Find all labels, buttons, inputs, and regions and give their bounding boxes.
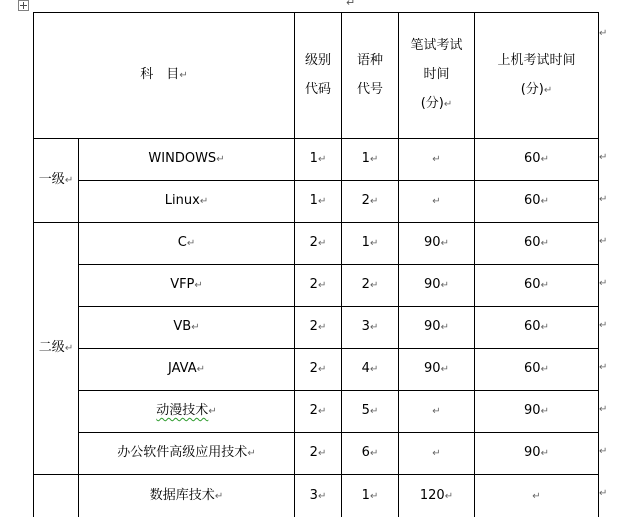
cell-mark: ↵ (191, 322, 200, 333)
table-row (34, 223, 599, 265)
row-end-mark: ↵ (599, 152, 608, 163)
row-end-mark: ↵ (599, 278, 608, 289)
computer-time: 90 (524, 445, 541, 460)
cell-mark: ↵ (540, 448, 549, 459)
written-time-cell (399, 265, 475, 307)
lang-code-cell (342, 349, 399, 391)
lang-code: 3 (361, 319, 370, 334)
cell-mark: ↵ (532, 490, 541, 502)
header-lang-code-line1: 语种 (356, 53, 383, 68)
level-code-cell (295, 307, 342, 349)
lang-code: 1 (361, 487, 370, 503)
cell-mark: ↵ (369, 280, 379, 291)
cell-mark: ↵ (369, 448, 379, 459)
table-row (34, 139, 599, 181)
cell-mark: ↵ (369, 364, 379, 375)
cell-mark: ↵ (317, 154, 327, 165)
cell-mark: ↵ (443, 99, 453, 110)
level-code-cell (295, 475, 342, 518)
cell-mark: ↵ (369, 406, 379, 417)
header-level-code-line1: 级别 (304, 53, 331, 68)
computer-time-cell (475, 265, 599, 307)
cell-mark: ↵ (317, 196, 327, 207)
computer-time-cell (475, 181, 599, 223)
lang-code: 2 (361, 277, 370, 292)
written-time: 90 (424, 235, 441, 250)
header-computer-line2: (分) (520, 81, 544, 97)
exam-subject-table (33, 12, 599, 517)
subject-name: 动漫技术 (156, 403, 209, 418)
written-time: 120 (419, 487, 445, 503)
computer-time: 60 (524, 235, 541, 250)
header-written-line3: (分) (420, 96, 444, 111)
row-end-mark: ↵ (599, 320, 608, 331)
level-code: 2 (309, 277, 318, 292)
row-end-mark: ↵ (599, 28, 608, 39)
written-time: 90 (424, 319, 441, 334)
level-code: 2 (309, 235, 318, 250)
table-row (34, 307, 599, 349)
subject-cell (79, 391, 295, 433)
subject-cell (79, 181, 295, 223)
table-move-handle[interactable] (18, 0, 29, 11)
cell-mark: ↵ (432, 448, 441, 459)
cell-mark: ↵ (317, 490, 327, 502)
row-end-mark: ↵ (599, 446, 608, 457)
lang-code: 6 (361, 445, 370, 460)
subject-cell (79, 349, 295, 391)
cell-mark: ↵ (540, 364, 549, 375)
cell-mark: ↵ (317, 322, 327, 333)
cell-mark: ↵ (247, 448, 256, 459)
lang-code-cell (342, 475, 399, 518)
level-code: 2 (309, 319, 318, 334)
level-code-cell (295, 433, 342, 475)
table-row (34, 181, 599, 223)
cell-mark: ↵ (540, 322, 549, 333)
subject-cell (79, 265, 295, 307)
group-level2-label: 二级 (38, 340, 65, 355)
lang-code: 5 (361, 403, 370, 418)
paragraph-mark: ↵ (346, 0, 356, 9)
cell-mark: ↵ (317, 364, 327, 375)
cell-mark: ↵ (432, 154, 441, 165)
level-code: 2 (309, 361, 318, 376)
subject-name: VB (173, 319, 192, 334)
computer-time-cell (475, 307, 599, 349)
level-code: 2 (309, 403, 318, 418)
row-end-mark: ↵ (599, 488, 608, 499)
cell-mark: ↵ (317, 406, 327, 417)
level-code: 2 (309, 445, 318, 460)
level-code-cell (295, 181, 342, 223)
header-subject (34, 13, 295, 139)
level-code: 3 (309, 487, 318, 503)
cell-mark: ↵ (543, 84, 553, 96)
cell-mark: ↵ (540, 280, 549, 291)
cell-mark: ↵ (432, 406, 441, 417)
subject-cell (79, 433, 295, 475)
level-code-cell (295, 265, 342, 307)
table-row (34, 265, 599, 307)
header-computer-time (475, 13, 599, 139)
table-row (34, 391, 599, 433)
cell-mark: ↵ (369, 154, 379, 165)
cell-mark: ↵ (440, 238, 449, 249)
lang-code-cell (342, 307, 399, 349)
subject-name: WINDOWS (148, 151, 217, 166)
header-written-time (399, 13, 475, 139)
computer-time: 60 (524, 193, 541, 208)
computer-time-cell (475, 139, 599, 181)
table-row (34, 475, 599, 518)
cell-mark: ↵ (317, 280, 327, 291)
cell-mark: ↵ (194, 280, 203, 291)
subject-name: VFP (170, 277, 195, 292)
header-level-code-line2: 代码 (304, 82, 331, 97)
lang-code: 2 (361, 193, 370, 208)
computer-time: 90 (524, 403, 541, 418)
lang-code-cell (342, 223, 399, 265)
header-written-line2: 时间 (423, 67, 450, 82)
written-time-cell (399, 433, 475, 475)
header-written-line1: 笔试考试 (410, 38, 463, 53)
subject-cell (79, 223, 295, 265)
written-time-cell (399, 181, 475, 223)
header-lang-code (342, 13, 399, 139)
cell-mark: ↵ (199, 196, 209, 207)
cell-mark: ↵ (440, 322, 449, 333)
lang-code: 1 (361, 235, 370, 250)
group-level2 (34, 223, 79, 475)
subject-name: C (177, 235, 187, 250)
written-time-cell (399, 307, 475, 349)
subject-cell (79, 307, 295, 349)
level-code: 1 (309, 151, 318, 166)
cell-mark: ↵ (179, 70, 188, 81)
lang-code-cell (342, 391, 399, 433)
cell-mark: ↵ (440, 364, 449, 375)
header-computer-line1: 上机考试时间 (497, 52, 576, 68)
level-code: 1 (309, 193, 318, 208)
table-header-row (34, 13, 599, 139)
cell-mark: ↵ (317, 448, 327, 459)
header-level-code (295, 13, 342, 139)
cell-mark: ↵ (216, 154, 225, 165)
subject-name: 办公软件高级应用技术 (117, 445, 248, 460)
cell-mark: ↵ (369, 490, 379, 502)
computer-time-cell (475, 433, 599, 475)
row-end-mark: ↵ (599, 236, 608, 247)
cell-mark: ↵ (540, 154, 549, 165)
subject-cell (79, 139, 295, 181)
written-time-cell (399, 349, 475, 391)
cell-mark: ↵ (208, 406, 217, 417)
level-code-cell (295, 349, 342, 391)
written-time-cell (399, 391, 475, 433)
table-row (34, 433, 599, 475)
row-end-mark: ↵ (599, 194, 608, 205)
computer-time: 60 (524, 151, 541, 166)
cell-mark: ↵ (540, 406, 549, 417)
cell-mark: ↵ (369, 238, 379, 249)
computer-time-cell (475, 391, 599, 433)
cell-mark: ↵ (196, 364, 205, 375)
cell-mark: ↵ (64, 175, 74, 186)
level-code-cell (295, 391, 342, 433)
cell-mark: ↵ (540, 238, 549, 249)
written-time: 90 (424, 361, 441, 376)
subject-name: JAVA (167, 361, 197, 376)
written-time: 90 (424, 277, 441, 292)
cell-mark: ↵ (440, 280, 449, 291)
group-level1 (34, 139, 79, 223)
subject-name: Linux (164, 193, 200, 208)
lang-code-cell (342, 139, 399, 181)
level-code-cell (295, 139, 342, 181)
lang-code-cell (342, 181, 399, 223)
cell-mark: ↵ (186, 238, 196, 249)
computer-time-cell (475, 475, 599, 518)
cell-mark: ↵ (64, 343, 74, 354)
computer-time: 60 (524, 319, 541, 334)
table-row (34, 349, 599, 391)
header-subject-text: 科 目 (140, 67, 180, 82)
cell-mark: ↵ (540, 196, 549, 207)
subject-cell (79, 475, 295, 518)
level-code-cell (295, 223, 342, 265)
written-time-cell (399, 475, 475, 518)
row-end-mark: ↵ (599, 362, 608, 373)
cell-mark: ↵ (444, 490, 454, 502)
cell-mark: ↵ (369, 322, 379, 333)
lang-code-cell (342, 265, 399, 307)
cell-mark: ↵ (369, 196, 379, 207)
group-level1-label: 一级 (38, 172, 65, 187)
cell-mark: ↵ (317, 238, 327, 249)
computer-time-cell (475, 349, 599, 391)
lang-code-cell (342, 433, 399, 475)
lang-code: 1 (361, 151, 370, 166)
group-level3 (34, 475, 79, 518)
computer-time: 60 (524, 277, 541, 292)
lang-code: 4 (361, 361, 370, 376)
written-time-cell (399, 223, 475, 265)
computer-time-cell (475, 223, 599, 265)
row-end-mark: ↵ (599, 404, 608, 415)
computer-time: 60 (524, 361, 541, 376)
written-time-cell (399, 139, 475, 181)
header-lang-code-line2: 代号 (356, 82, 383, 97)
cell-mark: ↵ (214, 490, 224, 502)
cell-mark: ↵ (432, 196, 441, 207)
subject-name: 数据库技术 (149, 487, 215, 503)
